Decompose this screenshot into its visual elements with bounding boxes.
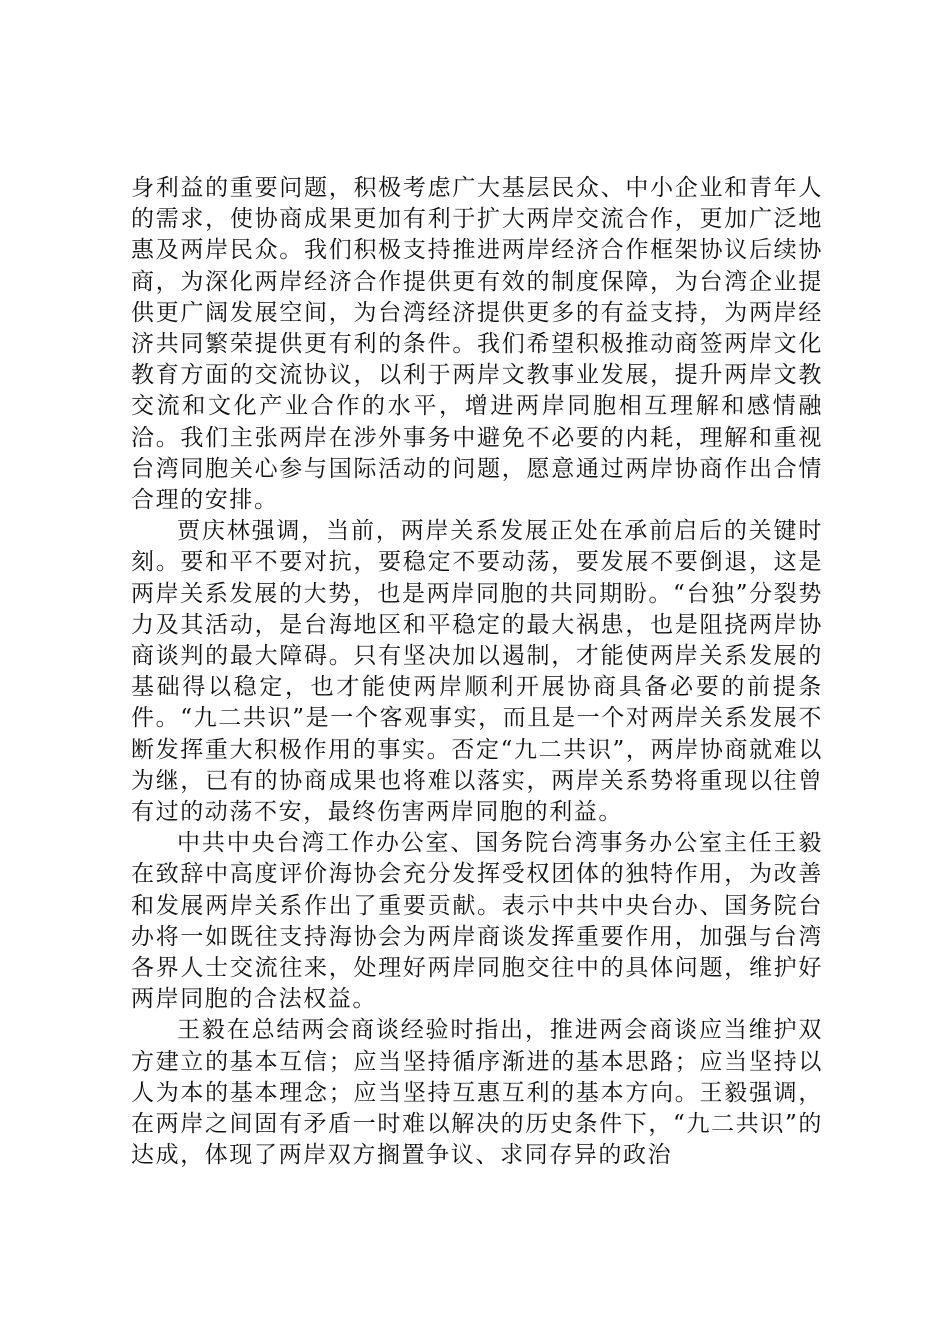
paragraph-wang-yi-speech: 中共中央台湾工作办公室、国务院台湾事务办公室主任王毅在致辞中高度评价海协会充分发挥受权团体的独特作用，为改善和发展两岸关系作出了重要贡献。表示中共中央台办、国务院台办将一如既往支持海协会为两岸商谈发挥重要作用，加强与台湾各界人士交流往来，处理好两岸同胞交往中的具体问题，维护好两岸同胞的合法权益。 [131,830,823,1013]
paragraph-continuation: 身利益的重要问题，积极考虑广大基层民众、中小企业和青年人的需求，使协商成果更加有利于扩大两岸交流合作，更加广泛地惠及两岸民众。我们积极支持推进两岸经济合作框架协议后续协商，为深化两岸经济合作提供更有效的制度保障，为台湾企业提供更广阔发展空间，为台湾经济提供更多的有益支持，为两岸经济共同繁荣提供更有利的条件。我们希望积极推动商签两岸文化教育方面的交流协议，以利于两岸文教事业发展，提升两岸文教交流和文化产业合作的水平，增进两岸同胞相互理解和感情融洽。我们主张两岸在涉外事务中避免不必要的内耗，理解和重视台湾同胞关心参与国际活动的问题，愿意通过两岸协商作出合情合理的安排。 [131,175,823,514]
document-body [131,173,823,1172]
paragraph-wang-yi-summary: 王毅在总结两会商谈经验时指出，推进两会商谈应当维护双方建立的基本互信；应当坚持循序渐进的基本思路；应当坚持以人为本的基本理念；应当坚持互惠互利的基本方向。王毅强调，在两岸之间固有矛盾一时难以解决的历史条件下，“九二共识”的达成，体现了两岸双方搁置争议、求同存异的政治 [131,1017,823,1169]
paragraph-jia-qinglin: 贾庆林强调，当前，两岸关系发展正处在承前启后的关键时刻。要和平不要对抗，要稳定不要动荡，要发展不要倒退，这是两岸关系发展的大势，也是两岸同胞的共同期盼。“台独”分裂势力及其活动，是台海地区和平稳定的最大祸患，也是阻挠两岸协商谈判的最大障碍。只有坚决加以遏制，才能使两岸关系发展的基础得以稳定，也才能使两岸顺利开展协商具备必要的前提条件。“九二共识”是一个客观事实，而且是一个对两岸关系发展不断发挥重大积极作用的事实。否定“九二共识”，两岸协商就难以为继，已有的协商成果也将难以落实，两岸关系势将重现以往曾有过的动荡不安，最终伤害两岸同胞的利益。 [131,518,823,826]
